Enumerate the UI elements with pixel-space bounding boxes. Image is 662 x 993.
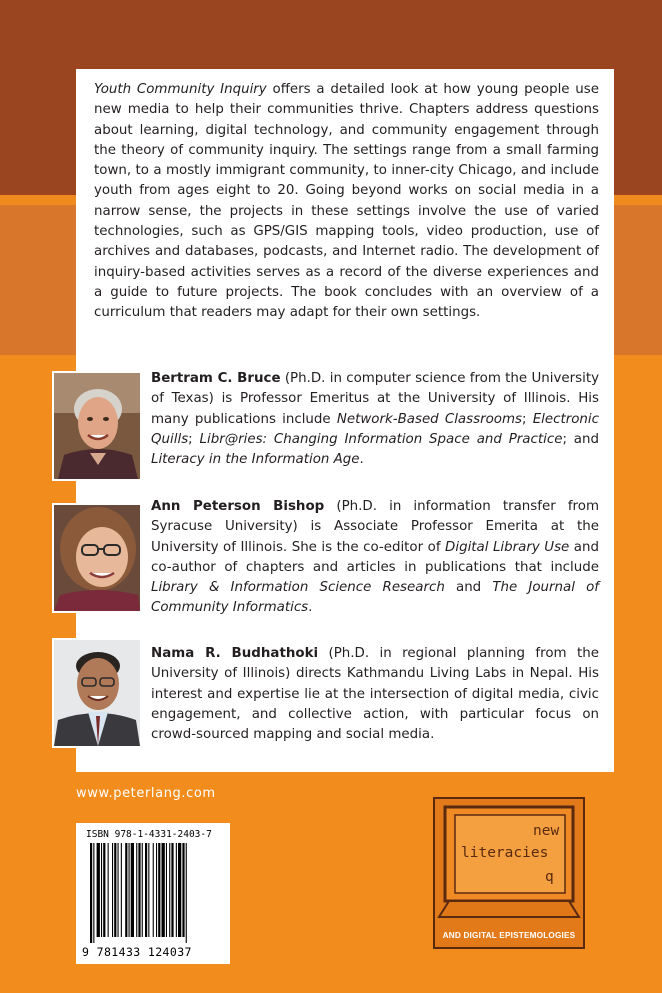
barcode-bar	[162, 843, 165, 937]
series-word-literacies: literacies	[461, 845, 549, 861]
barcode-bar	[156, 843, 157, 937]
barcode-bar	[129, 843, 130, 937]
barcode-bar	[158, 843, 160, 937]
publication-title: Libr@ries: Changing Information Space and Practice	[199, 431, 563, 447]
bio-text: and	[444, 580, 493, 596]
isbn-label: ISBN 978-1-4331-2403-7	[86, 829, 212, 840]
bio-text: (Ph.D. in computer science from the University of Texas) is Professor Emeritus at the University of Illinois. His many publications include	[151, 371, 599, 427]
barcode-bar	[125, 843, 127, 937]
barcode-bar	[90, 843, 92, 943]
isbn-digits: 9 781433 124037	[82, 945, 192, 959]
author-bio-budhathoki	[151, 644, 599, 745]
portrait-icon	[54, 373, 140, 479]
series-mark: q	[545, 869, 554, 885]
barcode-bar	[118, 843, 119, 937]
barcode-bar	[93, 843, 94, 943]
description-text: offers a detailed look at how young people use new media to help their communities thrive. Chapters address questions about learning, digital technology, and community engagement through the theory of community inquiry. The settings range from a small farming town, to a mostly immigrant community, to inner-city Chicago, and include youth from ages eight to 20. Going beyond works on social media in a narrow sense, the projects in these settings involve the use of varied technologies, such as GPS/GIS mapping tools, video production, use of archives and databases, podcasts, and Internet radio. The development of inquiry-based activities serves as a record of the diverse experiences and a guide to future projects. The book concludes with an overview of a curriculum that readers may adapt for their own settings.	[94, 82, 599, 321]
bio-text: ; and	[562, 431, 599, 447]
barcode-bar	[121, 843, 122, 937]
bio-text: (Ph.D. in regional planning from the University of Illinois) directs Kathmandu Living Labs in Nepal. His interest and expertise lie at the intersection of digital media, civic engagement, and collective action, with particular focus on crowd-sourced mapping and social media.	[151, 646, 599, 743]
author-photo-bruce	[52, 371, 142, 481]
barcode-bar	[148, 843, 149, 937]
monitor-icon	[435, 799, 583, 929]
publication-title: Literacy in the Information Age	[151, 452, 360, 468]
bio-text: .	[308, 600, 313, 616]
barcode-bar	[145, 843, 147, 937]
barcode-bar	[182, 843, 184, 937]
barcode-bar	[97, 843, 100, 937]
book-description	[94, 80, 599, 324]
book-title: Youth Community Inquiry	[94, 82, 267, 97]
barcode-bar	[108, 843, 109, 937]
series-subtitle: AND DIGITAL EPISTEMOLOGIES	[442, 931, 576, 940]
author-photo-bishop	[52, 503, 142, 613]
bio-text: .	[359, 452, 364, 468]
barcode-bars	[90, 843, 220, 943]
publication-title: Digital Library Use	[445, 539, 570, 555]
barcode-bar	[142, 843, 143, 937]
barcode-bar	[112, 843, 113, 937]
barcode-bar	[131, 843, 134, 937]
author-name: Ann Peterson Bishop	[151, 499, 325, 514]
publication-title: Library & Information Science Research	[151, 580, 445, 596]
author-photo-budhathoki	[52, 638, 142, 748]
portrait-icon	[54, 505, 140, 611]
barcode-bar	[103, 843, 105, 937]
author-name: Bertram C. Bruce	[151, 371, 281, 386]
barcode-bar	[171, 843, 173, 937]
barcode-bar	[176, 843, 177, 937]
barcode-bar	[101, 843, 102, 937]
bio-text: ;	[522, 411, 533, 427]
text-panel	[76, 69, 614, 772]
series-logo	[433, 797, 585, 949]
barcode-bar	[138, 843, 140, 937]
author-bio-bishop	[151, 497, 599, 619]
bio-text: (Ph.D. in information transfer from Syracuse University) is Associate Professor Emerita at the University of Illinois. She is the co-editor of	[151, 499, 599, 555]
barcode-bar	[169, 843, 170, 937]
portrait-icon	[54, 640, 140, 746]
barcode-bar	[153, 843, 154, 937]
series-word-new: new	[533, 823, 560, 839]
bio-text: ;	[188, 431, 200, 447]
publisher-url[interactable]: www.peterlang.com	[76, 786, 216, 801]
barcode	[76, 823, 230, 964]
barcode-bar	[136, 843, 137, 937]
barcode-bar	[114, 843, 116, 937]
bio-text: and co-author of chapters and articles in publications that include	[151, 539, 599, 575]
author-bio-bruce	[151, 369, 599, 470]
author-name: Nama R. Budhathoki	[151, 646, 319, 661]
publication-title: The Journal of Community Informatics	[151, 580, 600, 616]
barcode-bar	[186, 843, 187, 943]
barcode-bar	[166, 843, 167, 937]
publication-title: Electronic Quills	[151, 411, 599, 447]
barcode-bar	[178, 843, 181, 937]
publication-title: Network-Based Classrooms	[336, 411, 522, 427]
